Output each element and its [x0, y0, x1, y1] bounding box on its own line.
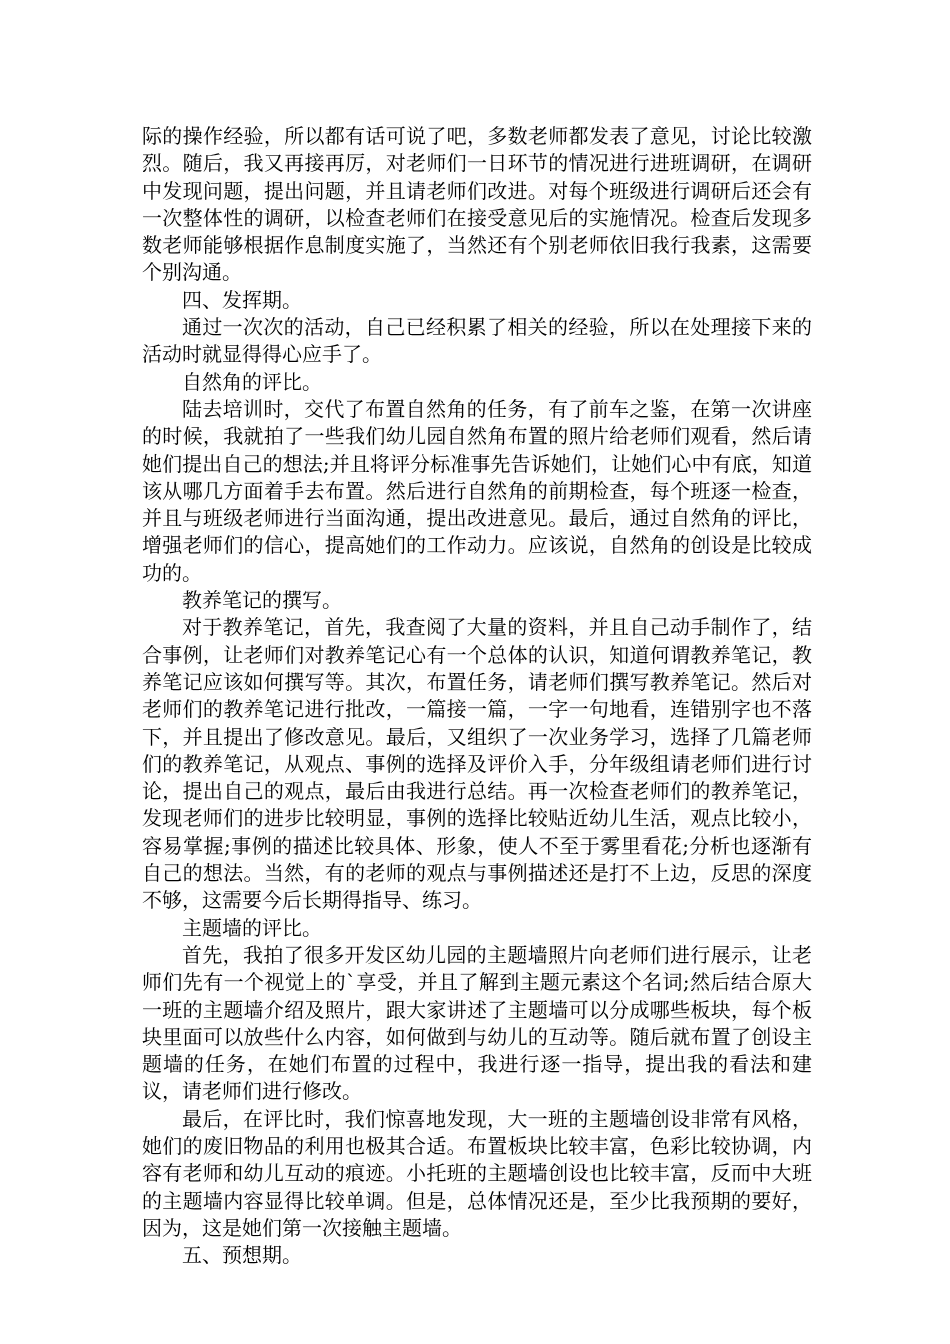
section-heading-four: 四、发挥期。	[182, 287, 302, 312]
section-heading-five: 五、预想期。	[182, 1243, 302, 1268]
subheading-theme-wall: 主题墙的评比。	[182, 915, 322, 940]
paragraph: 首先，我拍了很多开发区幼儿园的主题墙照片向老师们进行展示，让老师们先有一个视觉上的`享受，并且了解到主题元素这个名词;然后结合原大一班的主题墙介绍及照片，跟大家讲述了主题墙可以分成哪些板块，每个板块里面可以放些什么内容，如何做到与幼儿的互动等。随后就布置了创设主题墙的任务，在她们布置的过程中，我进行逐一指导，提出我的看法和建议，请老师们进行修改。	[142, 942, 812, 1104]
paragraph: 陆去培训时，交代了布置自然角的任务，有了前车之鉴，在第一次讲座的时候，我就拍了一些我们幼儿园自然角布置的照片给老师们观看，然后请她们提出自己的想法;并且将评分标准事先告诉她们，让她们心中有底，知道该从哪几方面着手去布置。然后进行自然角的前期检查，每个班逐一检查，并且与班级老师进行当面沟通，提出改进意见。最后，通过自然角的评比，增强老师们的信心，提高她们的工作动力。应该说，自然角的创设是比较成功的。	[142, 396, 812, 585]
document-body	[142, 123, 812, 1269]
paragraph: 对于教养笔记，首先，我查阅了大量的资料，并且自己动手制作了，结合事例，让老师们对教养笔记心有一个总体的认识，知道何谓教养笔记，教养笔记应该如何撰写等。其次，布置任务，请老师们撰写教养笔记。然后对老师们的教养笔记进行批改，一篇接一篇，一字一句地看，连错别字也不落下，并且提出了修改意见。最后，又组织了一次业务学习，选择了几篇老师们的教养笔记，从观点、事例的选择及评价入手，分年级组请老师们进行讨论，提出自己的观点，最后由我进行总结。再一次检查老师们的教养笔记，发现老师们的进步比较明显，事例的选择比较贴近幼儿生活，观点比较小，容易掌握;事例的描述比较具体、形象，使人不至于雾里看花;分析也逐渐有自己的想法。当然，有的老师的观点与事例描述还是打不上边，反思的深度不够，这需要今后长期得指导、练习。	[142, 615, 812, 913]
subheading-notes-writing: 教养笔记的撰写。	[182, 588, 342, 613]
subheading-nature-corner: 自然角的评比。	[182, 369, 322, 394]
paragraph: 通过一次次的活动，自己已经积累了相关的经验，所以在处理接下来的活动时就显得得心应手了。	[142, 315, 812, 367]
paragraph-continuation: 际的操作经验，所以都有话可说了吧，多数老师都发表了意见，讨论比较激烈。随后，我又再接再厉，对老师们一日环节的情况进行进班调研，在调研中发现问题，提出问题，并且请老师们改进。对每个班级进行调研后还会有一次整体性的调研，以检查老师们在接受意见后的实施情况。检查后发现多数老师能够根据作息制度实施了，当然还有个别老师依旧我行我素，这需要个别沟通。	[142, 124, 812, 285]
paragraph: 最后，在评比时，我们惊喜地发现，大一班的主题墙创设非常有风格，她们的废旧物品的利用也极其合适。布置板块比较丰富，色彩比较协调，内容有老师和幼儿互动的痕迹。小托班的主题墙创设也比较丰富，反而中大班的主题墙内容显得比较单调。但是，总体情况还是，至少比我预期的要好，因为，这是她们第一次接触主题墙。	[142, 1106, 812, 1240]
